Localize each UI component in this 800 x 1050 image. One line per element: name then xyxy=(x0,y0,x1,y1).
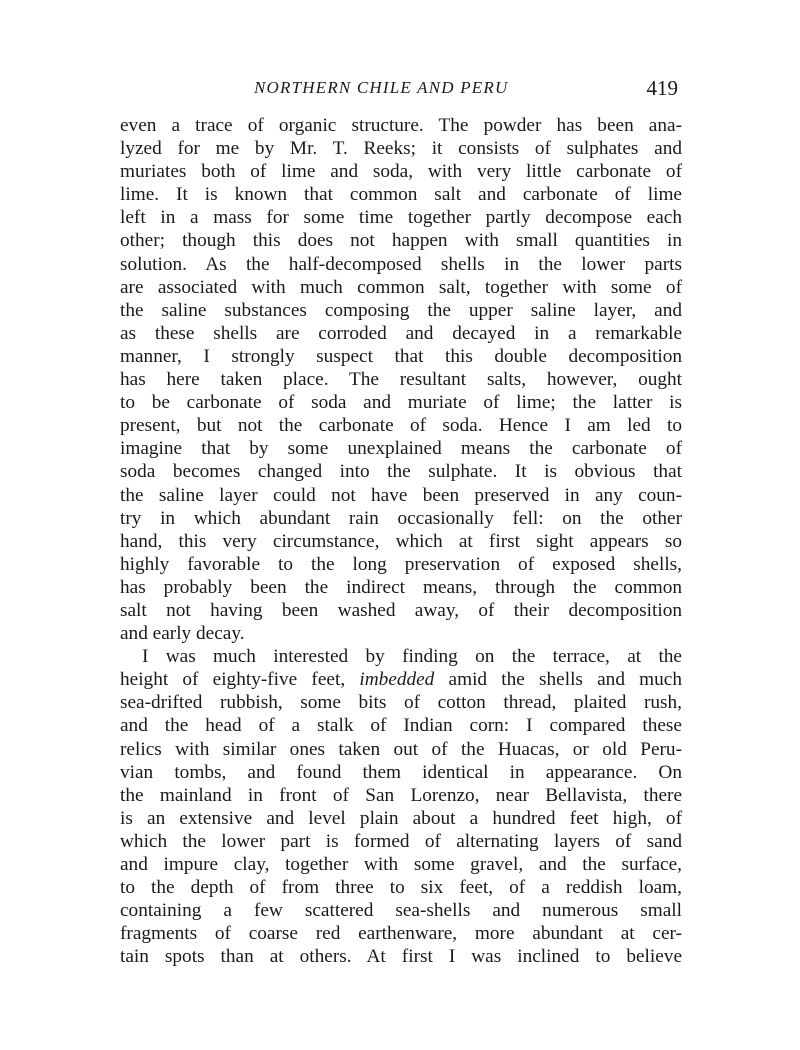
text-line: to the depth of from three to six feet, of a reddish loam, xyxy=(120,877,682,899)
text-line: and the head of a stalk of Indian corn: I compared these xyxy=(120,715,682,737)
text-line: containing a few scattered sea-shells and numerous small xyxy=(120,900,682,922)
text-line: the saline substances composing the upper saline layer, and xyxy=(120,299,682,321)
text-line: solution. As the half-decomposed shells in the lower parts xyxy=(120,253,682,275)
text-line: imagine that by some unexplained means the carbonate of xyxy=(120,438,682,460)
text-line: even a trace of organic structure. The powder has been ana- xyxy=(120,115,682,136)
body-text xyxy=(120,114,682,968)
text-line: I was much interested by finding on the terrace, at the xyxy=(142,646,682,668)
text-line: try in which abundant rain occasionally fell: on the other xyxy=(120,507,682,529)
text-line: relics with similar ones taken out of the Huacas, or old Peru- xyxy=(120,738,682,760)
text-line: has here taken place. The resultant salts, however, ought xyxy=(120,369,682,391)
text-run: height of eighty-five feet, xyxy=(120,669,360,691)
italic-word: imbedded xyxy=(359,669,435,691)
text-line: lyzed for me by Mr. T. Reeks; it consists of sulphates and xyxy=(120,138,682,160)
text-line: salt not having been washed away, of their decomposition xyxy=(120,599,682,621)
text-line: tain spots than at others. At first I was inclined to believe xyxy=(120,946,682,968)
text-line: highly favorable to the long preservation of exposed shells, xyxy=(120,553,682,575)
text-run: amid the shells and much xyxy=(434,669,682,691)
text-line: to be carbonate of soda and muriate of lime; the latter is xyxy=(120,392,682,414)
text-line: soda becomes changed into the sulphate. It is obvious that xyxy=(120,461,682,483)
text-line: sea-drifted rubbish, some bits of cotton thread, plaited rush, xyxy=(120,692,682,714)
text-line: left in a mass for some time together partly decompose each xyxy=(120,207,682,229)
text-line: hand, this very circumstance, which at first sight appears so xyxy=(120,530,682,552)
text-line: muriates both of lime and soda, with very little carbonate of xyxy=(120,161,682,183)
text-line: the saline layer could not have been preserved in any coun- xyxy=(120,484,682,506)
text-line: is an extensive and level plain about a hundred feet high, of xyxy=(120,807,682,829)
text-line: lime. It is known that common salt and carbonate of lime xyxy=(120,184,682,206)
running-title: NORTHERN CHILE AND PERU xyxy=(254,78,509,97)
running-head xyxy=(118,76,684,106)
text-line: has probably been the indirect means, through the common xyxy=(120,576,682,598)
text-line: present, but not the carbonate of soda. Hence I am led to xyxy=(120,415,682,437)
text-line: fragments of coarse red earthenware, more abundant at cer- xyxy=(120,923,682,945)
text-line: and impure clay, together with some gravel, and the surface, xyxy=(120,854,682,875)
page-number: 419 xyxy=(646,76,678,100)
text-line: which the lower part is formed of alternating layers of sand xyxy=(120,830,682,852)
text-line: manner, I strongly suspect that this double decomposition xyxy=(120,345,682,367)
text-line-with-italic xyxy=(120,668,682,691)
text-line: are associated with much common salt, together with some of xyxy=(120,276,682,298)
paragraph-2 xyxy=(120,645,682,968)
text-line: and early decay. xyxy=(120,623,245,645)
paragraph-1 xyxy=(120,114,682,645)
text-line: other; though this does not happen with small quantities in xyxy=(120,230,682,252)
text-line: vian tombs, and found them identical in appearance. On xyxy=(120,761,682,783)
text-line: as these shells are corroded and decayed in a remarkable xyxy=(120,322,682,344)
text-line: the mainland in front of San Lorenzo, near Bellavista, there xyxy=(120,784,682,806)
